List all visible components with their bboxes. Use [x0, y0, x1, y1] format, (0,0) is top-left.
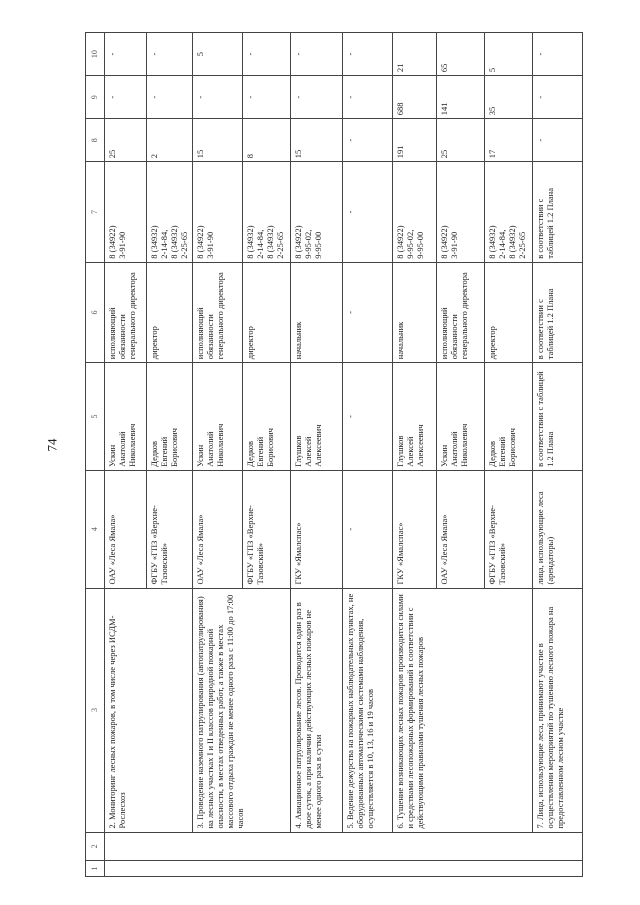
value-cell: 2: [147, 119, 193, 162]
organization-cell: ГКУ «Ямалспас»: [291, 470, 343, 588]
col-header: 4: [86, 470, 105, 588]
activity-cell: 3. Проведение наземного патрулирования (автопатрулирования) на лесных участках I и II классов природной пожарной опасности, в местах отведенных работ, а также в местах массового отдыха граждан не менее одного раза с 11:00 до 17:00 часов: [193, 588, 291, 832]
phone-cell: 8 (34932) 2-14-84, 8 (34932) 2-25-65: [147, 162, 193, 262]
phone-cell: 8 (34922) 3-91-90: [437, 162, 485, 262]
activity-cell: 4. Авиационное патрулирование лесов. Проводится один раз в двое суток, а при наличии действующих лесных пожаров не менее одного раза в сутки: [291, 588, 343, 832]
value-cell: 5: [193, 33, 243, 76]
phone-cell: в соответствии с таблицей 1.2 Плана: [533, 162, 583, 262]
organization-cell: ФГБУ «ГПЗ «Верхне-Тазовский»: [147, 470, 193, 588]
value-cell: -: [291, 76, 343, 119]
col-header: 3: [86, 588, 105, 832]
value-cell: -: [147, 33, 193, 76]
value-cell: 17: [485, 119, 533, 162]
position-cell: в соответствии с таблицей 1.2 Плана: [533, 262, 583, 362]
phone-cell: 8 (34932) 2-14-84, 8 (34932) 2-25-65: [243, 162, 291, 262]
value-cell: 25: [437, 119, 485, 162]
position-cell: -: [343, 262, 393, 362]
phone-cell: 8 (34922) 3-91-90: [105, 162, 147, 262]
phone-cell: 8 (34922) 9-95-02, 9-95-00: [393, 162, 437, 262]
value-cell: -: [343, 33, 393, 76]
responsible-person-cell: Дедков Евгений Борисович: [147, 363, 193, 471]
header-row: [86, 33, 105, 877]
phone-cell: 8 (34922) 3-91-90: [193, 162, 243, 262]
rotated-table-area: [85, 32, 566, 877]
value-cell: 8: [243, 119, 291, 162]
value-cell: -: [105, 76, 147, 119]
responsible-person-cell: Ускин Анатолий Николаевич: [193, 363, 243, 471]
activity-cell: 7. Лица, использующие леса, принимают участие в осуществлении мероприятий по тушению лесного пожара на предоставленном лесном участке: [533, 588, 583, 832]
value-cell: 25: [105, 119, 147, 162]
responsible-person-cell: Глушков Алексей Алексеевич: [393, 363, 437, 471]
activity-cell: 6. Тушение возникающих лесных пожаров производится силами и средствами лесопожарных формирований в соответствии с действующими правилами тушения лесных пожаров: [393, 588, 533, 832]
organization-cell: ГКУ «Ямалспас»: [393, 470, 437, 588]
position-cell: начальник: [393, 262, 437, 362]
value-cell: 15: [291, 119, 343, 162]
value-cell: -: [147, 76, 193, 119]
col-header: 1: [86, 861, 105, 877]
value-cell: 5: [485, 33, 533, 76]
table-row: [193, 33, 243, 877]
value-cell: -: [343, 119, 393, 162]
position-cell: директор: [147, 262, 193, 362]
value-cell: -: [193, 76, 243, 119]
page-number: 74: [44, 438, 60, 452]
value-cell: -: [291, 33, 343, 76]
value-cell: -: [243, 33, 291, 76]
responsible-person-cell: Дедков Евгений Борисович: [243, 363, 291, 471]
position-cell: начальник: [291, 262, 343, 362]
phone-cell: 8 (34932) 2-14-84, 8 (34932) 2-25-65: [485, 162, 533, 262]
responsible-person-cell: Ускин Анатолий Николаевич: [437, 363, 485, 471]
column-1-cell: [105, 861, 583, 877]
table-row: [105, 33, 147, 877]
position-cell: исполняющий обязанности генерального директора: [437, 262, 485, 362]
col-header: 7: [86, 162, 105, 262]
value-cell: 65: [437, 33, 485, 76]
col-header: 2: [86, 832, 105, 861]
position-cell: исполняющий обязанности генерального директора: [193, 262, 243, 362]
value-cell: 141: [437, 76, 485, 119]
activity-cell: 2. Мониторинг лесных пожаров, в том числе через ИСДМ-Рослесхоз: [105, 588, 193, 832]
value-cell: -: [105, 33, 147, 76]
organization-cell: ОАУ «Леса Ямала»: [193, 470, 243, 588]
table-row: [393, 33, 437, 877]
firefighting-plan-table: [85, 32, 583, 877]
position-cell: исполняющий обязанности генерального директора: [105, 262, 147, 362]
organization-cell: -: [343, 470, 393, 588]
value-cell: -: [343, 76, 393, 119]
responsible-person-cell: Ускин Анатолий Николаевич: [105, 363, 147, 471]
table-row: [343, 33, 393, 877]
responsible-person-cell: Дедков Евгений Борисович: [485, 363, 533, 471]
table-rotation-wrapper: [85, 32, 566, 877]
col-header: 6: [86, 262, 105, 362]
value-cell: 15: [193, 119, 243, 162]
table-row: [291, 33, 343, 877]
col-header: 9: [86, 76, 105, 119]
organization-cell: ОАУ «Леса Ямала»: [105, 470, 147, 588]
col-header: 5: [86, 363, 105, 471]
phone-cell: -: [343, 162, 393, 262]
responsible-person-cell: -: [343, 363, 393, 471]
value-cell: -: [533, 119, 583, 162]
value-cell: -: [533, 76, 583, 119]
organization-cell: ОАУ «Леса Ямала»: [437, 470, 485, 588]
value-cell: 35: [485, 76, 533, 119]
value-cell: 21: [393, 33, 437, 76]
value-cell: 688: [393, 76, 437, 119]
organization-cell: лица, использующие леса (арендаторы): [533, 470, 583, 588]
responsible-person-cell: в соответствии с таблицей 1.2 Плана: [533, 363, 583, 471]
phone-cell: 8 (34922) 9-95-02, 9-95-00: [291, 162, 343, 262]
organization-cell: ФГБУ «ГПЗ «Верхне-Тазовский»: [243, 470, 291, 588]
column-2-cell: [105, 832, 583, 861]
value-cell: -: [243, 76, 291, 119]
col-header: 8: [86, 119, 105, 162]
organization-cell: ФГБУ «ГПЗ «Верхне-Тазовский»: [485, 470, 533, 588]
position-cell: директор: [243, 262, 291, 362]
value-cell: -: [533, 33, 583, 76]
activity-cell: 5. Ведение дежурства на пожарных наблюдательных пунктах, не оборудованных автоматическими системами наблюдения, осуществляется в 10, 13, 16 и 19 часов: [343, 588, 393, 832]
table-row: [533, 33, 583, 877]
value-cell: 191: [393, 119, 437, 162]
responsible-person-cell: Глушков Алексей Алексеевич: [291, 363, 343, 471]
col-header: 10: [86, 33, 105, 76]
position-cell: директор: [485, 262, 533, 362]
